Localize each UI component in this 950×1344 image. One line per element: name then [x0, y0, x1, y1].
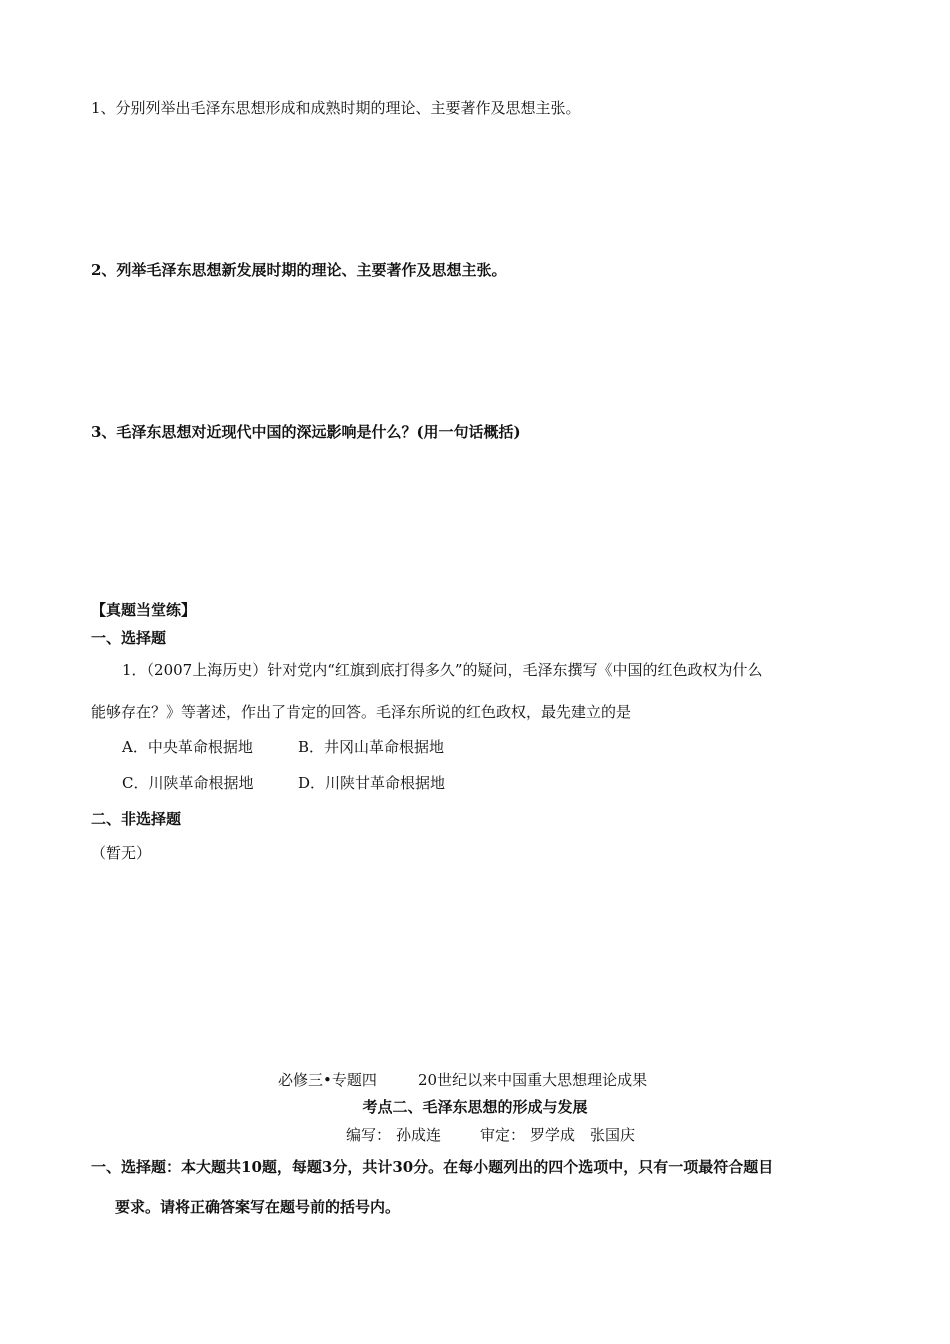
- section-choice-title: 一、选择题: [91, 629, 167, 647]
- instruction-line-2: 要求。请将正确答案写在题号前的括号内。: [115, 1198, 401, 1216]
- reviewer-names: 罗学成 张国庆: [530, 1126, 636, 1144]
- question-2: 2、列举毛泽东思想新发展时期的理论、主要著作及思想主张。: [91, 261, 507, 279]
- option-d: D．川陕甘革命根据地: [298, 774, 446, 792]
- exam-point-subtitle: 考点二、毛泽东思想的形成与发展: [362, 1098, 588, 1116]
- course-label: 必修三•专题四: [278, 1071, 377, 1089]
- editor-label: 编写：: [346, 1126, 392, 1144]
- question-3: 3、毛泽东思想对近现代中国的深远影响是什么？(用一句话概括): [91, 423, 521, 441]
- reviewer-label: 审定：: [480, 1126, 526, 1144]
- section-non-choice-title: 二、非选择题: [91, 810, 182, 828]
- question-1: 1、分别列举出毛泽东思想形成和成熟时期的理论、主要著作及思想主张。: [91, 99, 581, 117]
- practice-heading: 【真题当堂练】: [91, 601, 197, 619]
- section-non-choice-note: （暂无）: [91, 844, 152, 862]
- option-b: B．井冈山革命根据地: [298, 738, 445, 756]
- topic-title: 20世纪以来中国重大思想理论成果: [418, 1071, 648, 1089]
- option-a: A．中央革命根据地: [122, 738, 253, 756]
- editor-name: 孙成连: [396, 1126, 442, 1144]
- practice-question-line-1: 1．（2007上海历史）针对党内“红旗到底打得多久”的疑问，毛泽东撰写《中国的红色政权为什么: [122, 661, 763, 679]
- practice-question-line-2: 能够存在？》等著述，作出了肯定的回答。毛泽东所说的红色政权，最先建立的是: [91, 703, 632, 721]
- instruction-line-1: 一、选择题：本大题共10题，每题3分，共计30分。在每小题列出的四个选项中，只有一项最符合题目: [91, 1158, 774, 1176]
- option-c: C．川陕革命根据地: [122, 774, 254, 792]
